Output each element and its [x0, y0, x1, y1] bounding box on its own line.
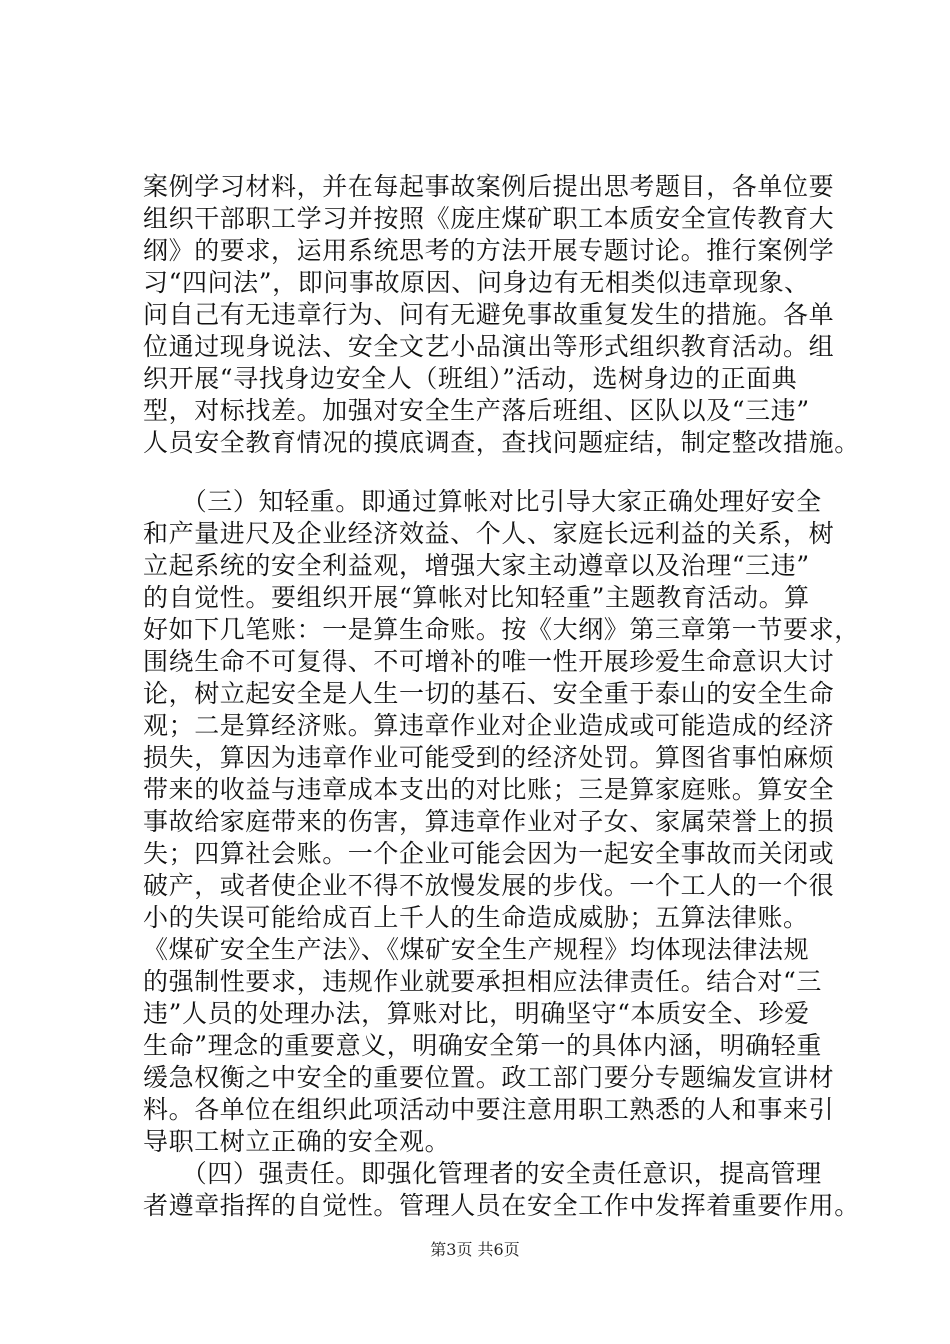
paragraph-gap	[143, 459, 843, 486]
paragraph	[143, 486, 860, 1158]
text-line: 破产，或者使企业不得不放慢发展的步伐。一个工人的一个很	[143, 871, 835, 900]
text-line: 的强制性要求，违规作业就要承担相应法律责任。结合对“三	[143, 967, 822, 996]
text-line: 织开展“寻找身边安全人（班组）”活动，选树身边的正面典	[143, 364, 798, 393]
text-line: （三）知轻重。即通过算帐对比引导大家正确处理好安全	[143, 487, 822, 516]
text-line: （四）强责任。即强化管理者的安全责任意识，提高管理	[143, 1159, 822, 1188]
text-line: 好如下几笔账：一是算生命账。按《大纲》第三章第一节要求，	[143, 615, 860, 644]
text-line: 型，对标找差。加强对安全生产落后班组、区队以及“三违”	[143, 396, 810, 425]
text-line: 料。各单位在组织此项活动中要注意用职工熟悉的人和事来引	[143, 1095, 835, 1124]
text-line: 事故给家庭带来的伤害，算违章作业对子女、家属荣誉上的损	[143, 807, 835, 836]
page-footer: 第3页 共6页	[430, 1240, 520, 1259]
text-line: 论，树立起安全是人生一切的基石、安全重于泰山的安全生命	[143, 679, 835, 708]
text-line: 小的失误可能给成百上千人的生命造成威胁；五算法律账。	[143, 903, 809, 932]
text-line: 《煤矿安全生产法》、《煤矿安全生产规程》均体现法律法规	[143, 935, 810, 964]
text-line: 带来的收益与违章成本支出的对比账；三是算家庭账。算安全	[143, 775, 835, 804]
text-line: 习“四问法”，即问事故原因、问身边有无相类似违章现象、	[143, 268, 810, 297]
text-line: 围绕生命不可复得、不可增补的唯一性开展珍爱生命意识大讨	[143, 647, 835, 676]
document-body	[143, 171, 860, 1222]
text-line: 违”人员的处理办法，算账对比，明确坚守“本质安全、珍爱	[143, 999, 810, 1028]
text-line: 案例学习材料，并在每起事故案例后提出思考题目，各单位要	[143, 172, 835, 201]
text-line: 导职工树立正确的安全观。	[143, 1127, 451, 1156]
text-line: 生命”理念的重要意义，明确安全第一的具体内涵，明确轻重	[143, 1031, 822, 1060]
text-line: 组织干部职工学习并按照《庞庄煤矿职工本质安全宣传教育大	[143, 204, 835, 233]
text-line: 立起系统的安全利益观，增强大家主动遵章以及治理“三违”	[143, 551, 810, 580]
text-line: 问自己有无违章行为、问有无避免事故重复发生的措施。各单	[143, 300, 835, 329]
text-line: 者遵章指挥的自觉性。管理人员在安全工作中发挥着重要作用。	[143, 1191, 860, 1220]
paragraph	[143, 1158, 860, 1222]
text-line: 观；二是算经济账。算违章作业对企业造成或可能造成的经济	[143, 711, 835, 740]
text-line: 和产量进尺及企业经济效益、个人、家庭长远利益的关系，树	[143, 519, 835, 548]
text-line: 损失，算因为违章作业可能受到的经济处罚。算图省事怕麻烦	[143, 743, 835, 772]
text-line: 失；四算社会账。一个企业可能会因为一起安全事故而关闭或	[143, 839, 835, 868]
text-line: 位通过现身说法、安全文艺小品演出等形式组织教育活动。组	[143, 332, 835, 361]
text-line: 纲》的要求，运用系统思考的方法开展专题讨论。推行案例学	[143, 236, 835, 265]
text-line: 人员安全教育情况的摸底调查，查找问题症结，制定整改措施。	[143, 428, 860, 457]
paragraph	[143, 171, 860, 459]
text-line: 的自觉性。要组织开展“算帐对比知轻重”主题教育活动。算	[143, 583, 810, 612]
text-line: 缓急权衡之中安全的重要位置。政工部门要分专题编发宣讲材	[143, 1063, 835, 1092]
